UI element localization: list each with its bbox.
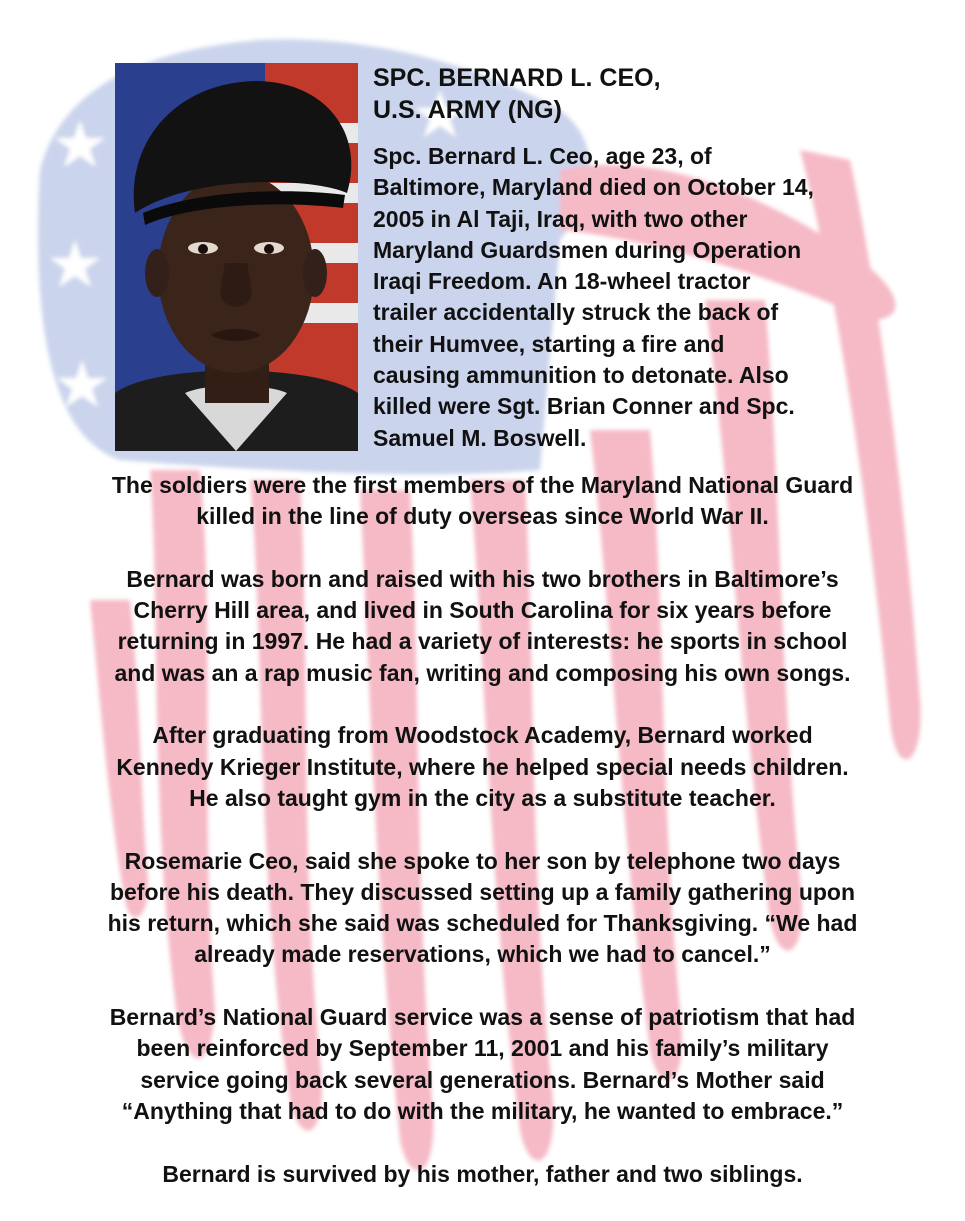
body-line: Bernard is survived by his mother, father and two siblings. <box>162 1160 803 1187</box>
body-line: Cherry Hill area, and lived in South Carolina for six years before <box>133 597 832 624</box>
body-line: service going back several generations. Bernard’s Mother said <box>140 1066 825 1093</box>
body-line: been reinforced by September 11, 2001 and his family’s military <box>136 1035 829 1062</box>
paragraph-first-members <box>40 470 925 533</box>
header <box>373 62 933 126</box>
paragraph-mother-quote <box>40 846 925 971</box>
intro-line: Maryland Guardsmen during Operation <box>373 236 802 263</box>
soldier-portrait <box>115 63 358 451</box>
body-line: The soldiers were the first members of the Maryland National Guard <box>111 472 854 498</box>
paragraph-survivors <box>40 1159 925 1190</box>
intro-line: killed were Sgt. Brian Conner and Spc. <box>373 393 795 420</box>
intro-line: Iraqi Freedom. An 18-wheel tractor <box>373 268 751 295</box>
paragraph-early-life <box>40 564 925 689</box>
body-line: before his death. They discussed setting up a family gathering upon <box>109 878 856 905</box>
intro-paragraph <box>373 141 943 454</box>
body-line: Bernard’s National Guard service was a sense of patriotism that had <box>109 1004 856 1031</box>
intro-line: Spc. Bernard L. Ceo, age 23, of <box>373 143 712 169</box>
body-line: already made reservations, which we had to cancel.” <box>194 941 771 968</box>
body-text <box>40 470 925 1221</box>
title-line-2: U.S. ARMY (NG) <box>373 96 562 124</box>
body-line: killed in the line of duty overseas since World War II. <box>196 503 769 530</box>
body-line: Rosemarie Ceo, said she spoke to her son by telephone two days <box>124 847 841 874</box>
body-line: and was an a rap music fan, writing and composing his own songs. <box>114 659 851 686</box>
title-line-1: SPC. BERNARD L. CEO, <box>373 64 661 92</box>
body-line: his return, which she said was scheduled for Thanksgiving. “We had <box>107 910 858 937</box>
body-line: returning in 1997. He had a variety of interests: he sports in school <box>117 628 848 655</box>
body-line: “Anything that had to do with the military, he wanted to embrace.” <box>121 1097 844 1124</box>
intro-line: Samuel M. Boswell. <box>373 424 587 451</box>
intro-line: trailer accidentally struck the back of <box>373 299 779 326</box>
intro-line: Baltimore, Maryland died on October 14, <box>373 174 814 201</box>
body-line: After graduating from Woodstock Academy, Bernard worked <box>152 722 813 749</box>
body-line: He also taught gym in the city as a substitute teacher. <box>189 784 776 811</box>
intro-line: their Humvee, starting a fire and <box>373 330 725 357</box>
body-line: Bernard was born and raised with his two brothers in Baltimore’s <box>126 565 839 592</box>
paragraph-patriotism <box>40 1002 925 1127</box>
intro-line: 2005 in Al Taji, Iraq, with two other <box>373 205 748 232</box>
body-line: Kennedy Krieger Institute, where he helped special needs children. <box>116 753 849 780</box>
paragraph-career <box>40 720 925 814</box>
intro-line: causing ammunition to detonate. Also <box>373 362 789 389</box>
